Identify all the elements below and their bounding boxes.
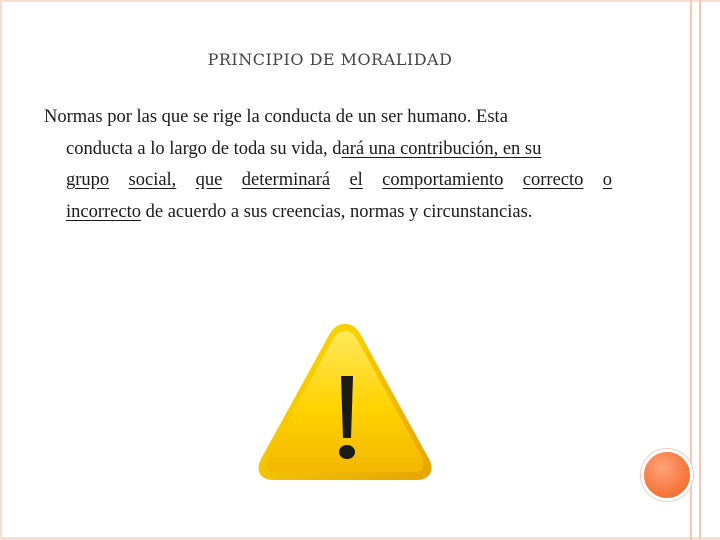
body-line-2 — [44, 134, 612, 166]
body-line-2-plain: conducta a lo largo de toda su vida, d — [66, 138, 342, 159]
underlined-word: comportamiento — [382, 170, 504, 190]
slide-title: PRINCIPIO DE MORALIDAD — [207, 50, 453, 69]
body-line-1: Normas por las que se rige la conducta de un ser humano. Esta — [44, 107, 508, 127]
body-line-4 — [44, 197, 612, 229]
underlined-word: correcto — [522, 170, 584, 190]
underlined-word: el — [349, 170, 363, 190]
frame-left-border — [0, 0, 2, 540]
frame-right-border — [690, 0, 701, 540]
underlined-word: que — [195, 170, 223, 190]
underlined-word: incorrecto — [66, 201, 141, 222]
body-line-2-underlined: ará una contribución, en su — [341, 138, 542, 159]
warning-triangle-icon — [255, 318, 435, 484]
underlined-word: grupo — [66, 170, 110, 190]
orange-circle-decoration — [641, 449, 693, 501]
body-line-4-plain: de acuerdo a sus creencias, normas y circunstancias. — [141, 201, 533, 222]
body-line-3 — [44, 165, 612, 197]
slide-body-text — [44, 102, 612, 228]
underlined-word: determinará — [241, 170, 331, 190]
frame-top-border — [0, 0, 720, 2]
underlined-word: social, — [128, 170, 177, 190]
underlined-word: o — [602, 170, 612, 190]
